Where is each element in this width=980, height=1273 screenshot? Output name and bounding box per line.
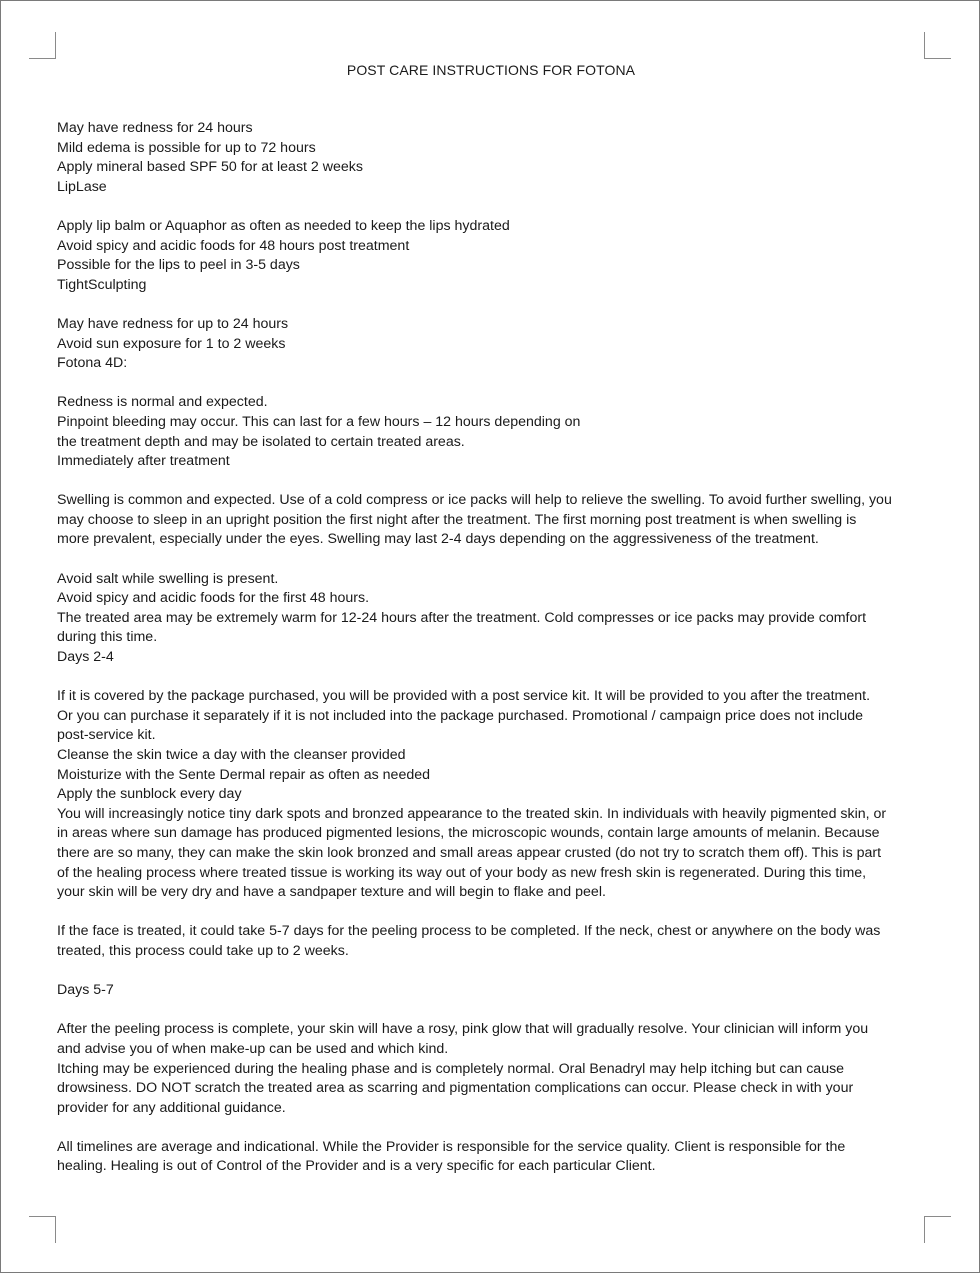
document-line: Avoid sun exposure for 1 to 2 weeks <box>57 335 286 352</box>
document-line: Avoid salt while swelling is present. <box>57 570 279 587</box>
document-line: Immediately after treatment <box>57 453 230 470</box>
document-line: Avoid spicy and acidic foods for 48 hours post treatment <box>57 237 410 254</box>
document-line: You will increasingly notice tiny dark spots and bronzed appearance to the treated skin. In individuals with heavily pigmented skin, or <box>57 805 887 822</box>
document-line: Avoid spicy and acidic foods for the first 48 hours. <box>57 590 370 607</box>
paragraph-gap <box>57 374 927 394</box>
document-line: If the face is treated, it could take 5-7 days for the peeling process to be completed. If the neck, chest or anywhere on the body was <box>57 923 881 940</box>
document-line: and advise you of when make-up can be used and which kind. <box>57 1040 449 1057</box>
document-line: All timelines are average and indicational. While the Provider is responsible for the service quality. Client is responsible for the <box>57 1138 846 1155</box>
document-line: provider for any additional guidance. <box>57 1099 286 1116</box>
document-line: May have redness for up to 24 hours <box>57 315 289 332</box>
document-body <box>57 119 927 1177</box>
crop-mark-top-right <box>924 32 951 59</box>
document-line: more prevalent, especially under the eyes. Swelling may last 2-4 days depending on the aggressiveness of the treatment. <box>57 531 819 548</box>
document-line: treated, this process could take up to 2 weeks. <box>57 942 349 959</box>
paragraph-gap <box>57 197 927 217</box>
paragraph-gap <box>57 550 927 570</box>
document-line: Cleanse the skin twice a day with the cleanser provided <box>57 747 406 763</box>
paragraph-gap <box>57 1001 927 1021</box>
document-line: LipLase <box>57 178 107 195</box>
document-line: Apply the sunblock every day <box>57 786 242 803</box>
document-line: Moisturize with the Sente Dermal repair as often as needed <box>57 766 431 783</box>
document-line: Swelling is common and expected. Use of a cold compress or ice packs will help to relieve the swelling. To avoid further swelling, you <box>57 492 892 509</box>
document-line: The treated area may be extremely warm for 12-24 hours after the treatment. Cold compresses or ice packs may provide comfort <box>57 609 867 626</box>
paragraph-gap <box>57 1118 927 1138</box>
document-line: Possible for the lips to peel in 3-5 days <box>57 257 300 274</box>
document-line: in areas where sun damage has produced pigmented lesions, the microscopic wounds, contain large amounts of melanin. Because <box>57 825 880 842</box>
document-line: may choose to sleep in an upright position the first night after the treatment. The first morning post treatment is when swelling is <box>57 511 857 528</box>
crop-mark-bottom-left <box>29 1216 56 1243</box>
document-line: the treatment depth and may be isolated to certain treated areas. <box>57 433 465 450</box>
paragraph-gap <box>57 668 927 688</box>
document-line: Redness is normal and expected. <box>57 394 268 411</box>
document-line: May have redness for 24 hours <box>57 120 253 136</box>
document-title: POST CARE INSTRUCTIONS FOR FOTONA <box>346 62 636 78</box>
document-line: If it is covered by the package purchased, you will be provided with a post service kit. It will be provided to you after the treatment. <box>57 688 871 705</box>
document-line: Fotona 4D: <box>57 355 128 372</box>
document-line: healing. Healing is out of Control of the Provider and is a very specific for each particular Client. <box>57 1158 656 1175</box>
document-line: Days 5-7 <box>57 982 114 999</box>
paragraph-gap <box>57 903 927 923</box>
document-line: Mild edema is possible for up to 72 hours <box>57 139 316 156</box>
document-line: Apply lip balm or Aquaphor as often as needed to keep the lips hydrated <box>57 217 510 234</box>
document-line: After the peeling process is complete, your skin will have a rosy, pink glow that will gradually resolve. Your clinician will inform you <box>57 1021 869 1038</box>
paragraph-gap <box>57 472 927 492</box>
crop-mark-top-left <box>29 32 56 59</box>
document-line: Days 2-4 <box>57 649 114 666</box>
crop-mark-bottom-right <box>924 1216 951 1243</box>
paragraph-gap <box>57 295 927 315</box>
document-line: there are so many, they can make the skin look bronzed and small areas appear crusted (do not try to scratch them off). This is part <box>57 844 882 861</box>
document-line: Apply mineral based SPF 50 for at least 2 weeks <box>57 159 363 176</box>
document-line: Pinpoint bleeding may occur. This can last for a few hours – 12 hours depending on <box>57 413 581 430</box>
document-line: drowsiness. DO NOT scratch the treated area as scarring and pigmentation complications can occur. Please check in with your <box>57 1080 854 1097</box>
document-line: Itching may be experienced during the healing phase and is completely normal. Oral Benadryl may help itching but can cause <box>57 1060 845 1077</box>
document-line: post-service kit. <box>57 727 156 744</box>
document-line: of the healing process where treated tissue is working its way out of your body as new fresh skin is regenerated. During this time, <box>57 864 867 881</box>
document-line: during this time. <box>57 629 158 646</box>
paragraph-gap <box>57 962 927 982</box>
document-line: your skin will be very dry and have a sandpaper texture and will begin to flake and peel. <box>57 884 606 901</box>
document-line: TightSculpting <box>57 276 147 293</box>
document-line: Or you can purchase it separately if it is not included into the package purchased. Promotional / campaign price does not include <box>57 707 863 724</box>
